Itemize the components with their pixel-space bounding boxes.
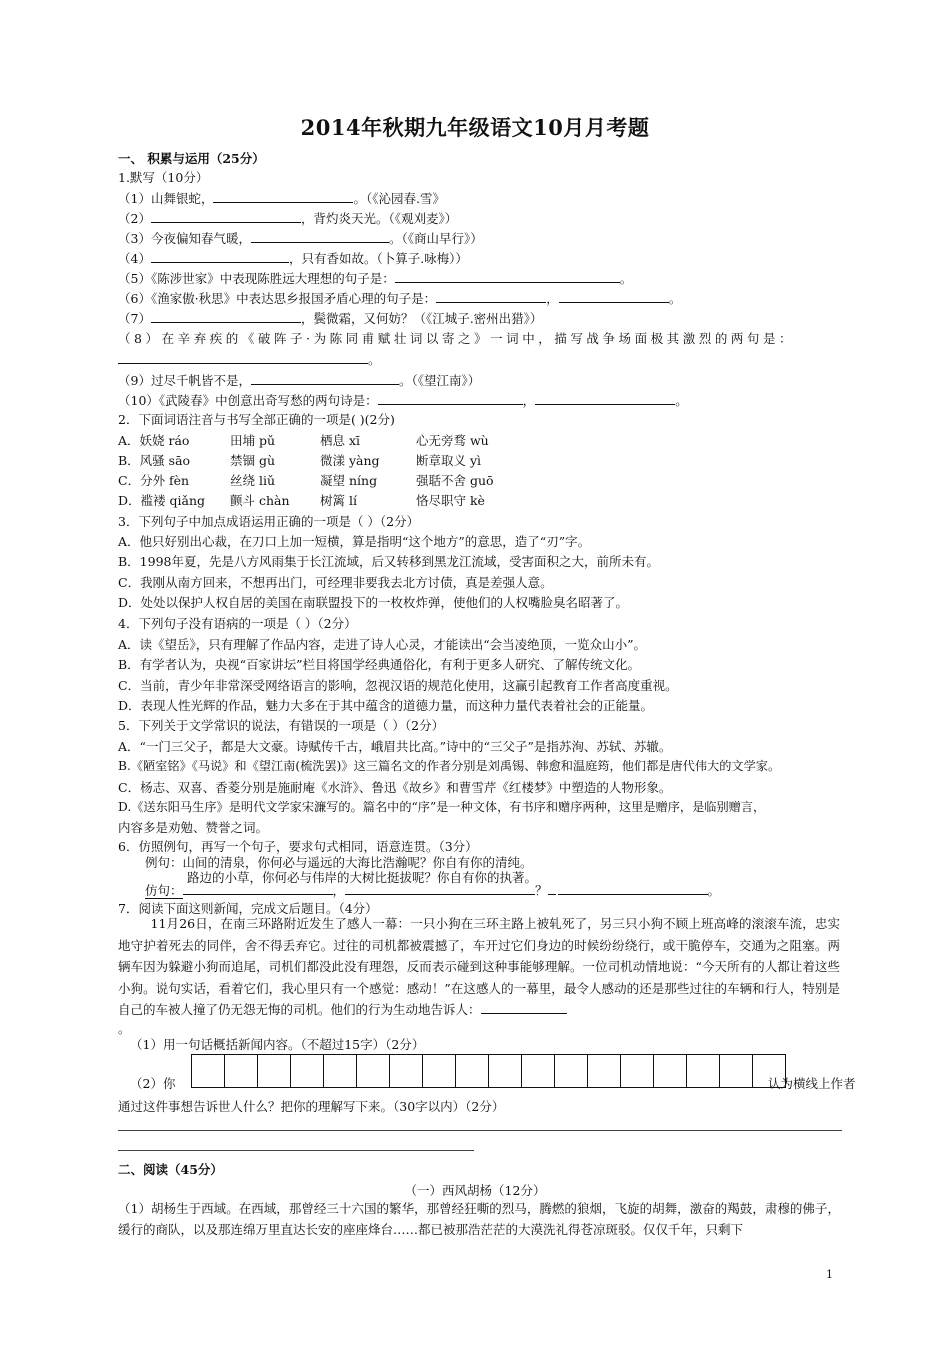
grid-cell[interactable] — [489, 1055, 522, 1087]
q2-option-b: B．风骚 sāo 禁锢 gù 微漾 yàng 断章取义 yì — [118, 453, 482, 468]
q1-line-3: （3）今夜偏知春气暖， 。（《商山早行》） — [118, 231, 483, 246]
q1-line-7: （7） ，鬓微霜，又何妨？（《江城子.密州出猎》） — [118, 311, 543, 326]
grid-cell[interactable] — [324, 1055, 357, 1087]
blank[interactable] — [213, 189, 353, 203]
grid-cell[interactable] — [588, 1055, 621, 1087]
q7-sub-2: （2）你 — [130, 1076, 176, 1091]
news-paragraph: 11月26日，在南三环路附近发生了感人一幕：一只小狗在三环主路上被轧死了，另三只小狗不顾上班高峰的滚滚车流，忠实地守护着死去的同伴，舍不得丢弃它。过往的司机都被震撼了，车开过它们身边的时候纷纷绕行，或干脆停车，交通为之阻塞。两辆车因为躲避小狗而追尾，司机们都没此没有理怨，反而表示碰到这种事能够理解。一位司机动情地说：“今天所有的人都让着这些小狗。说句实话，看着它们，我心里只有一个感觉：感动！”在这感人的一幕里，最令人感动的还是那些过往的车辆和行人，特别是自己的车被人撞了仍无怨无悔的司机。他们的行为生动地告诉人： — [118, 916, 840, 1017]
section2-heading: 二、阅读（45分） — [118, 1162, 223, 1177]
q1-line-8: （8）在辛弃疾的《破阵子·为陈同甫赋壮词以寄之》一词中，描写战争场面极其激烈的两句是： — [118, 331, 796, 346]
blank[interactable] — [251, 229, 389, 243]
q3-option-c: C．我刚从南方回来，不想再出门，可经理非要我去北方讨债，真是差强人意。 — [118, 575, 553, 590]
blank[interactable] — [535, 391, 675, 405]
q1-line-10: （10）《武陵春》中创意出奇写愁的两句诗是： ， 。 — [118, 393, 688, 408]
q1-heading: 1.默写（10分） — [118, 170, 209, 185]
section1-heading: 一、 积累与运用（25分） — [118, 151, 265, 166]
blank[interactable] — [436, 289, 546, 303]
blank[interactable] — [251, 371, 399, 385]
grid-cell[interactable] — [357, 1055, 390, 1087]
blank[interactable] — [151, 209, 301, 223]
grid-cell[interactable] — [687, 1055, 720, 1087]
grid-cell[interactable] — [258, 1055, 291, 1087]
q1-line-1: （1）山舞银蛇， 。（《沁园春.雪》 — [118, 191, 445, 206]
q3-option-b: B．1998年夏，先是八方风雨集于长江流域，后又转移到黑龙江流域，受害面积之大，前所未有。 — [118, 554, 659, 569]
blank[interactable] — [559, 289, 669, 303]
q4-option-b: B．有学者认为，央视“百家讲坛”栏目将国学经典通俗化，有利于更多人研究、了解传统文化。 — [118, 657, 640, 672]
q1-line-2: （2） ，背灼炎天光。（《观刈麦》） — [118, 211, 458, 226]
q5-option-d-cont: 内容多是劝勉、赞誉之词。 — [118, 820, 269, 835]
page-title: 2014年秋期九年级语文10月月考题 — [300, 115, 650, 140]
blank[interactable] — [151, 249, 289, 263]
blank[interactable] — [378, 391, 523, 405]
grid-cell[interactable] — [423, 1055, 456, 1087]
q4-option-d: D．表现人性光辉的作品，魅力大多在于其中蕴含的道德力量，而这种力量代表着社会的正能量。 — [118, 698, 654, 713]
page-number: 1 — [826, 1268, 833, 1281]
q7-sub-1: （1）用一句话概括新闻内容。（不超过15字）（2分） — [130, 1037, 425, 1052]
q5-option-a: A．“一门三父子，都是大文豪。诗赋传千古，峨眉共比高。”诗中的“三父子”是指苏洵、苏轼、苏辙。 — [118, 739, 672, 754]
q2-option-d: D．褴褛 qiǎng 颤斗 chàn 树篱 lí 恪尽职守 kè — [118, 493, 485, 508]
q7-sub-2-line: 通过这件事想告诉世人什么？把你的理解写下来。（30字以内）（2分） — [118, 1099, 505, 1114]
blank[interactable] — [118, 350, 368, 364]
q6-imitation: 仿句： ， ？ 。 — [145, 883, 721, 898]
blank[interactable] — [558, 881, 708, 895]
grid-cell[interactable] — [555, 1055, 588, 1087]
q1-line-9: （9）过尽千帆皆不是， 。（《望江南》） — [118, 373, 481, 388]
reading-subtitle: （一）西风胡杨（12分） — [404, 1183, 546, 1198]
answer-line[interactable] — [118, 1130, 842, 1131]
grid-cell[interactable] — [621, 1055, 654, 1087]
answer-line[interactable] — [118, 1150, 474, 1151]
blank[interactable] — [345, 881, 535, 895]
q4-option-c: C．当前，青少年非常深受网络语言的影响，忽视汉语的规范化使用，这赢引起教育工作者高度重视。 — [118, 678, 678, 693]
grid-cell[interactable] — [291, 1055, 324, 1087]
reading-paragraph: （1）胡杨生于西域。在西域，那曾经三十六国的繁华，那曾经狂嘶的烈马，腾燃的狼烟，飞旋的胡舞，激奋的羯鼓，肃穆的佛子，缓行的商队，以及那连绵万里直达长安的座座烽台……都已被那浩茫茫的大漠洗礼得苍凉斑驳。仅仅千年，只剩下 — [118, 1201, 840, 1237]
blank[interactable] — [481, 1000, 567, 1014]
grid-cell[interactable] — [654, 1055, 687, 1087]
q2-option-a: A．妖娆 ráo 田埔 pǔ 栖息 xī 心无旁骛 wù — [118, 433, 489, 448]
q3-heading: 3．下列句子中加点成语运用正确的一项是（ ）（2分） — [118, 514, 420, 529]
q6-example-1: 例句：山间的清泉，你何必与遥远的大海比浩瀚呢？你自有你的清纯。 — [145, 855, 533, 870]
grid-cell[interactable] — [456, 1055, 489, 1087]
news-end: 。 — [118, 1021, 131, 1036]
q1-line-8-blank: 。 — [118, 350, 381, 368]
blank[interactable] — [151, 309, 301, 323]
q2-heading: 2．下面词语注音与书写全部正确的一项是( )(2分) — [118, 412, 395, 427]
q5-option-b: B.《陋室铭》《马说》和《望江南(梳洗罢)》这三篇名文的作者分别是刘禹锡、韩愈和温庭筠，他们都是唐代伟大的文学家。 — [118, 759, 781, 773]
q1-line-6: （6）《渔家傲·秋思》中表达思乡报国矛盾心理的句子是： ， 。 — [118, 291, 682, 306]
grid-cell[interactable] — [390, 1055, 423, 1087]
q3-option-d: D．处处以保护人权自居的美国在南联盟投下的一枚枚炸弹，使他们的人权嘴脸臭名昭著了。 — [118, 595, 629, 610]
blank[interactable] — [548, 881, 556, 895]
q7-sub-2-cont: 认为横线上作者 — [768, 1076, 856, 1091]
q7-heading: 7．阅读下面这则新闻，完成文后题目。（4分） — [118, 901, 378, 916]
q3-option-a: A．他只好别出心裁，在刀口上加一短横，算是指明“这个地方”的意思，造了“刃”字。 — [118, 534, 591, 549]
q4-heading: 4．下列句子没有语病的一项是（ ）（2分） — [118, 616, 357, 631]
q4-option-a: A．读《望岳》，只有理解了作品内容，走进了诗人心灵，才能读出“会当凌绝顶，一览众山小”。 — [118, 637, 647, 652]
blank[interactable] — [395, 269, 620, 283]
q1-line-4: （4） ，只有香如故。（卜算子.咏梅）） — [118, 251, 468, 266]
q5-option-c: C．杨志、双喜、香菱分别是施耐庵《水浒》、鲁迅《故乡》和曹雪芹《红楼梦》中塑造的人物形象。 — [118, 780, 672, 795]
grid-cell[interactable] — [720, 1055, 753, 1087]
grid-cell[interactable] — [192, 1055, 225, 1087]
q5-heading: 5．下列关于文学常识的说法，有错误的一项是（ ）（2分） — [118, 718, 445, 733]
grid-cell[interactable] — [522, 1055, 555, 1087]
blank[interactable] — [183, 881, 333, 895]
q6-example-2: 路边的小草，你何必与伟岸的大树比挺拔呢？你自有你的执著。 — [187, 870, 538, 885]
q1-line-5: （5）《陈涉世家》中表现陈胜远大理想的句子是： 。 — [118, 271, 633, 286]
q6-heading: 6．仿照例句，再写一个句子，要求句式相同，语意连贯。（3分） — [118, 839, 478, 854]
q2-option-c: C．分外 fèn 丝绕 liǔ 凝望 níng 强聒不舍 guō — [118, 473, 494, 488]
grid-cell[interactable] — [225, 1055, 258, 1087]
q5-option-d: D.《送东阳马生序》是明代文学家宋濂写的。篇名中的“序”是一种文体，有书序和赠序两种，这里是赠序，是临别赠言， — [118, 800, 766, 814]
answer-grid[interactable] — [191, 1054, 786, 1088]
